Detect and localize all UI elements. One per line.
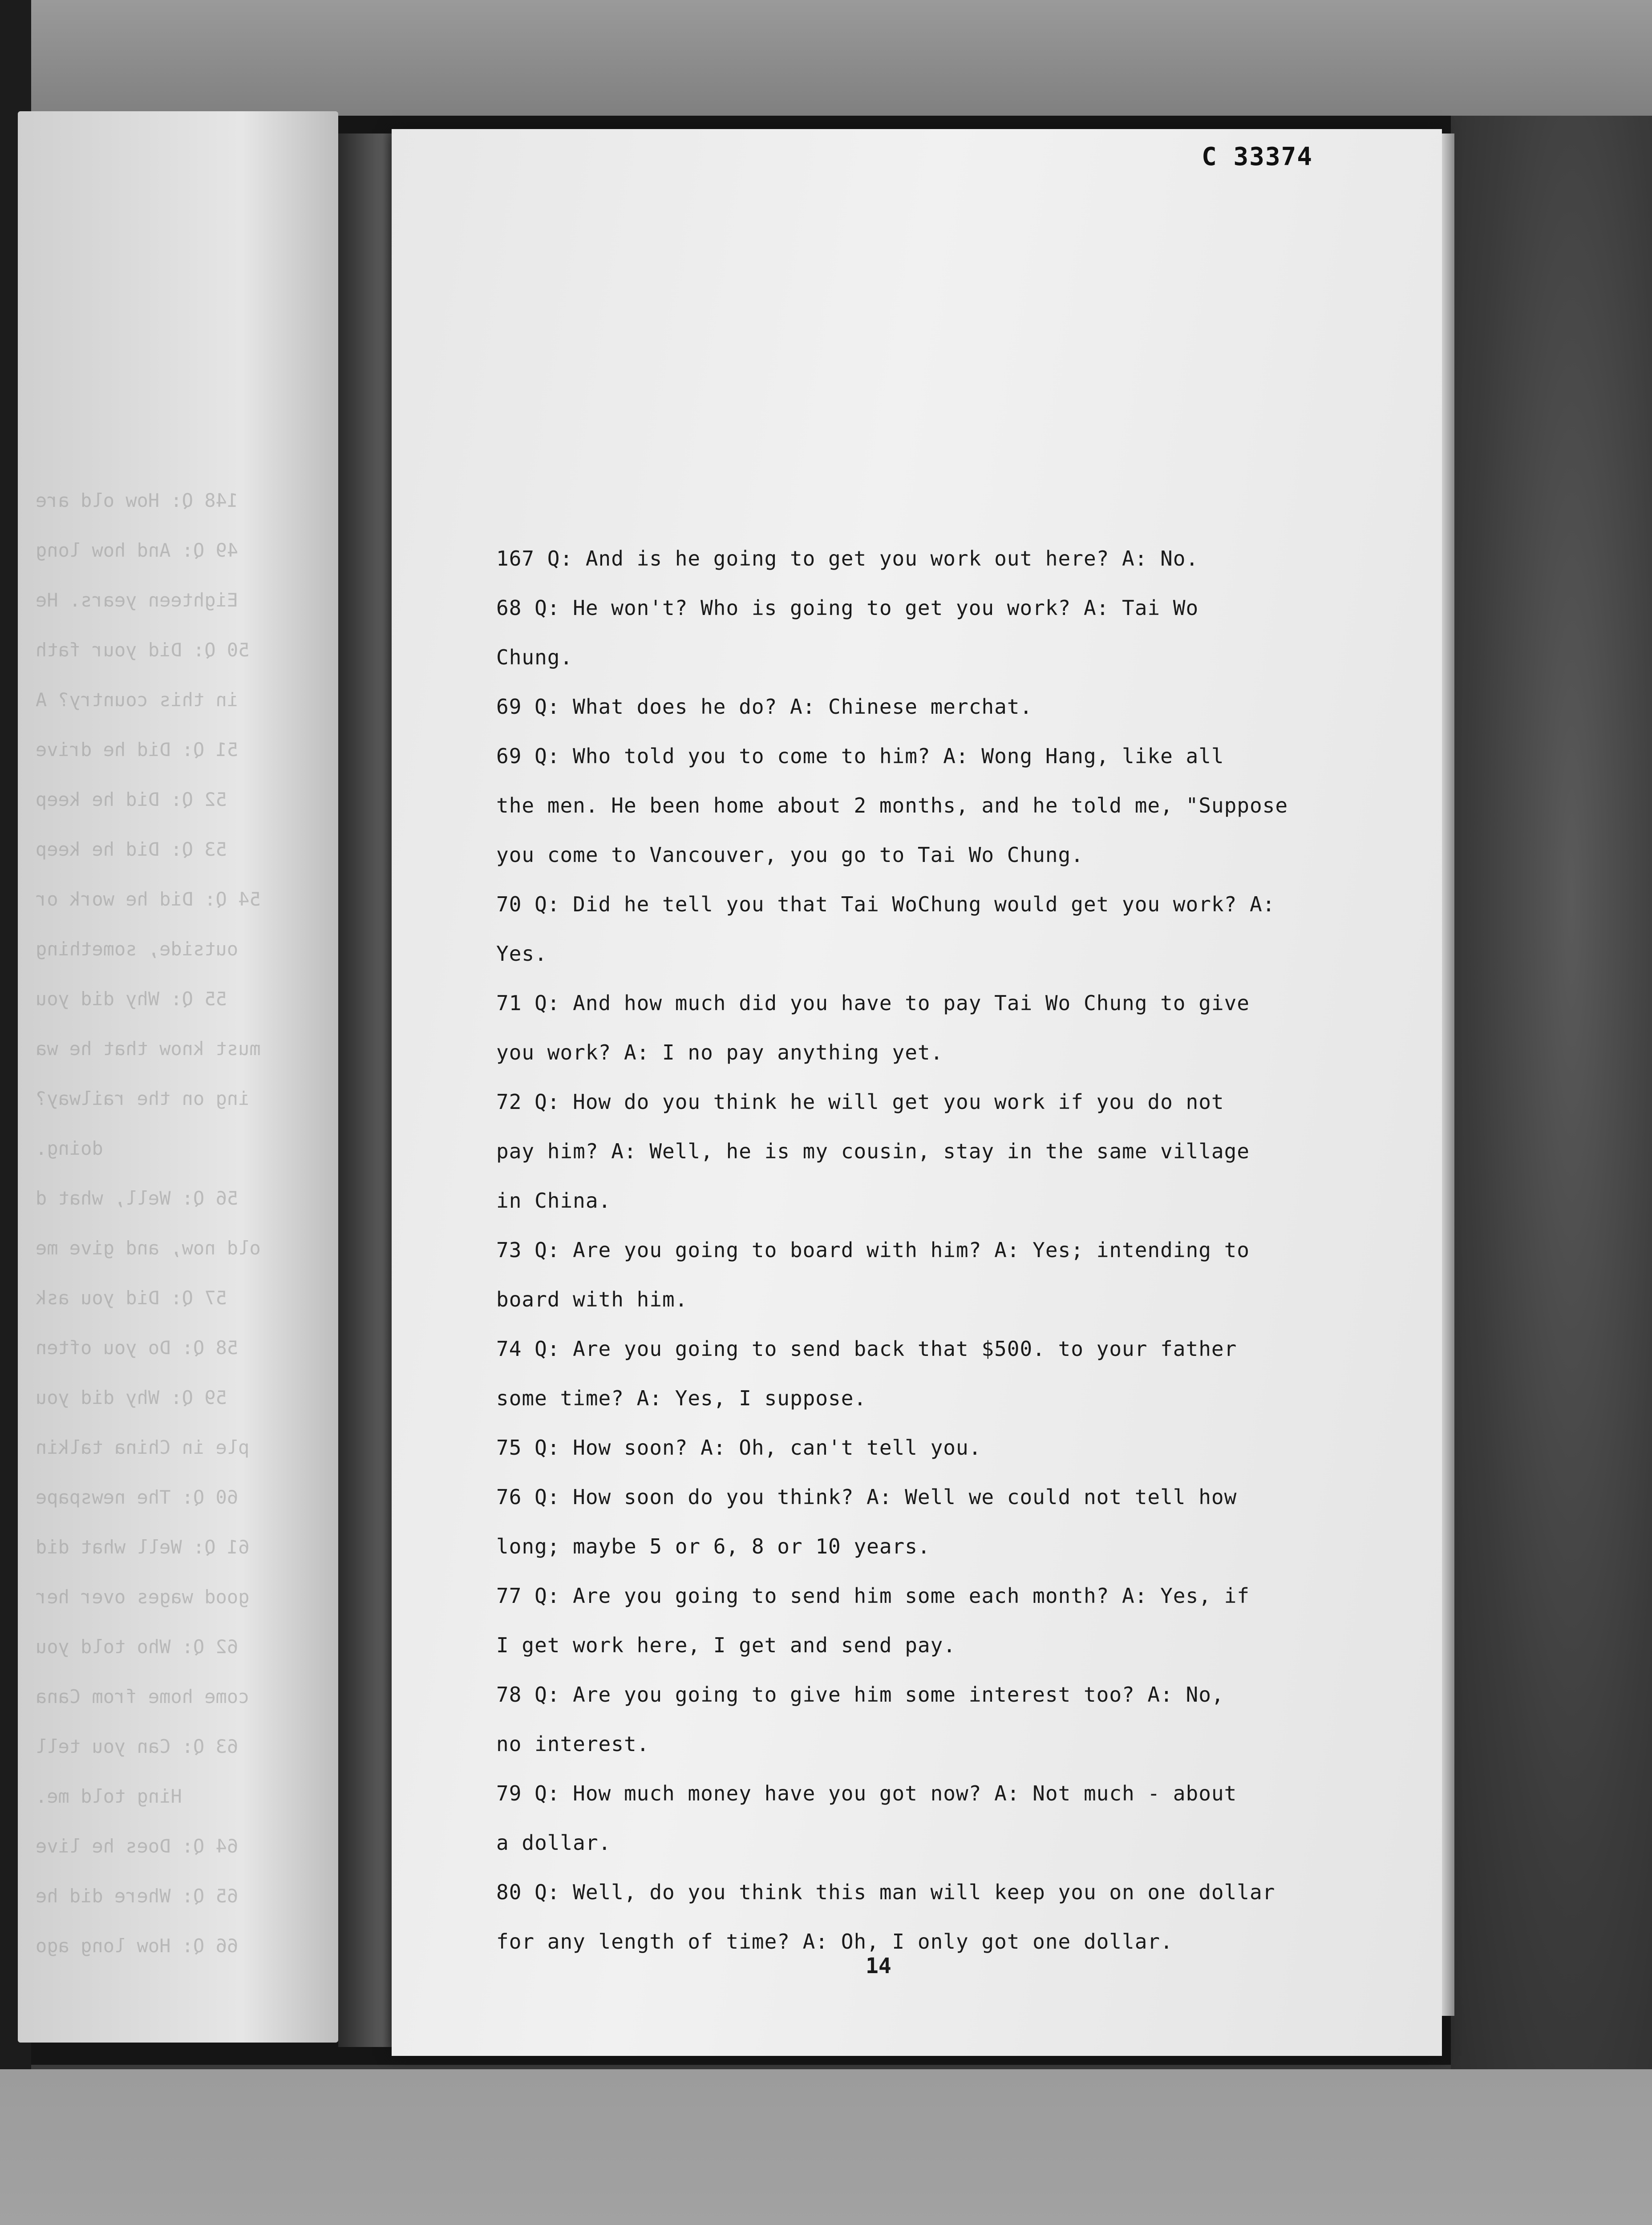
transcript-line: 75 Q: How soon? A: Oh, can't tell you. xyxy=(496,1436,982,1460)
transcript-line: some time? A: Yes, I suppose. xyxy=(496,1386,867,1410)
background-bottom xyxy=(0,2069,1652,2225)
transcript-line: no interest. xyxy=(496,1732,650,1756)
left-page-line: ing on the railway? xyxy=(36,1088,250,1109)
transcript-line: a dollar. xyxy=(496,1831,611,1855)
left-page-line: 60 Q: The newspape xyxy=(36,1486,239,1508)
archive-stamp-number: C 33374 xyxy=(1202,142,1313,171)
left-page-line: 49 Q: And how long xyxy=(36,539,239,561)
transcript-line: 68 Q: He won't? Who is going to get you work? A: Tai Wo xyxy=(496,596,1199,620)
left-page-line: 63 Q: Can you tell xyxy=(36,1736,239,1757)
left-page-line: 52 Q: Did he keep xyxy=(36,789,227,810)
transcript-line: 69 Q: What does he do? A: Chinese merchat. xyxy=(496,695,1033,719)
transcript-line: 80 Q: Well, do you think this man will keep you on one dollar xyxy=(496,1880,1275,1904)
left-page-line: doing. xyxy=(36,1137,103,1159)
left-page-line: 51 Q: Did he drive xyxy=(36,739,239,761)
left-page-line: Eighteen years. He xyxy=(36,589,239,611)
transcript-line: 79 Q: How much money have you got now? A: Not much - about xyxy=(496,1781,1237,1805)
left-page-line: 61 Q: Well what did xyxy=(36,1536,250,1558)
left-page-line: 55 Q: Why did you xyxy=(36,988,227,1010)
transcript-line: in China. xyxy=(496,1189,611,1213)
left-page-line: 58 Q: Do you often xyxy=(36,1337,239,1359)
left-page-line: ple in China talkin xyxy=(36,1436,250,1458)
left-page-line: 54 Q: Did he work or xyxy=(36,888,261,910)
left-page-line: must know that he wa xyxy=(36,1038,261,1060)
background-right xyxy=(1451,116,1652,2074)
transcript-line: 74 Q: Are you going to send back that $500. to your father xyxy=(496,1337,1237,1361)
left-page-line: 62 Q: Who told you xyxy=(36,1636,239,1658)
transcript-line: you come to Vancouver, you go to Tai Wo Chung. xyxy=(496,843,1084,867)
left-page-bleed-text xyxy=(36,490,320,1985)
transcript-line: for any length of time? A: Oh, I only got one dollar. xyxy=(496,1930,1173,1954)
page-number: 14 xyxy=(866,1954,891,1978)
transcript-line: long; maybe 5 or 6, 8 or 10 years. xyxy=(496,1534,931,1558)
left-page-line: 66 Q: How long ago xyxy=(36,1935,239,1957)
left-page-line: 59 Q: Why did you xyxy=(36,1387,227,1408)
left-page-line: outside, something xyxy=(36,938,239,960)
left-page-line: old now, and give me xyxy=(36,1237,261,1259)
transcript-line: 167 Q: And is he going to get you work out here? A: No. xyxy=(496,546,1199,570)
left-page-line: Hing told me. xyxy=(36,1785,182,1807)
transcript-line: Yes. xyxy=(496,942,547,966)
transcript-line: board with him. xyxy=(496,1287,688,1311)
transcript-line: 71 Q: And how much did you have to pay Tai Wo Chung to give xyxy=(496,991,1250,1015)
left-page-line: 53 Q: Did he keep xyxy=(36,838,227,860)
left-page-line: good wages over her xyxy=(36,1586,250,1608)
transcript-line: 73 Q: Are you going to board with him? A: Yes; intending to xyxy=(496,1238,1250,1262)
left-page-line: in this country? A xyxy=(36,689,239,711)
transcript-line: pay him? A: Well, he is my cousin, stay in the same village xyxy=(496,1139,1250,1163)
left-page-line: 64 Q: Does he live xyxy=(36,1835,239,1857)
transcript-line: the men. He been home about 2 months, and he told me, "Suppose xyxy=(496,793,1288,817)
left-page-line: 57 Q: Did you ask xyxy=(36,1287,227,1309)
transcript-line: 77 Q: Are you going to send him some each month? A: Yes, if xyxy=(496,1584,1250,1608)
left-page-line: 148 Q: How old are xyxy=(36,490,239,511)
left-page-line: 56 Q: Well, what d xyxy=(36,1187,239,1209)
transcript-line: 70 Q: Did he tell you that Tai WoChung would get you work? A: xyxy=(496,892,1275,916)
transcript-line: you work? A: I no pay anything yet. xyxy=(496,1040,943,1064)
transcript-line: I get work here, I get and send pay. xyxy=(496,1633,956,1657)
transcript-line: 76 Q: How soon do you think? A: Well we could not tell how xyxy=(496,1485,1237,1509)
left-page-line: come home from Cana xyxy=(36,1686,250,1707)
transcript-text xyxy=(496,534,1386,1966)
transcript-line: 69 Q: Who told you to come to him? A: Wong Hang, like all xyxy=(496,744,1224,768)
left-page-line: 65 Q: Where did he xyxy=(36,1885,239,1907)
transcript-line: 72 Q: How do you think he will get you work if you do not xyxy=(496,1090,1224,1114)
transcript-line: 78 Q: Are you going to give him some interest too? A: No, xyxy=(496,1683,1224,1707)
left-page-line: 50 Q: Did your fath xyxy=(36,639,250,661)
transcript-line: Chung. xyxy=(496,645,573,669)
page-edge xyxy=(1442,134,1454,2016)
left-page xyxy=(18,111,338,2043)
